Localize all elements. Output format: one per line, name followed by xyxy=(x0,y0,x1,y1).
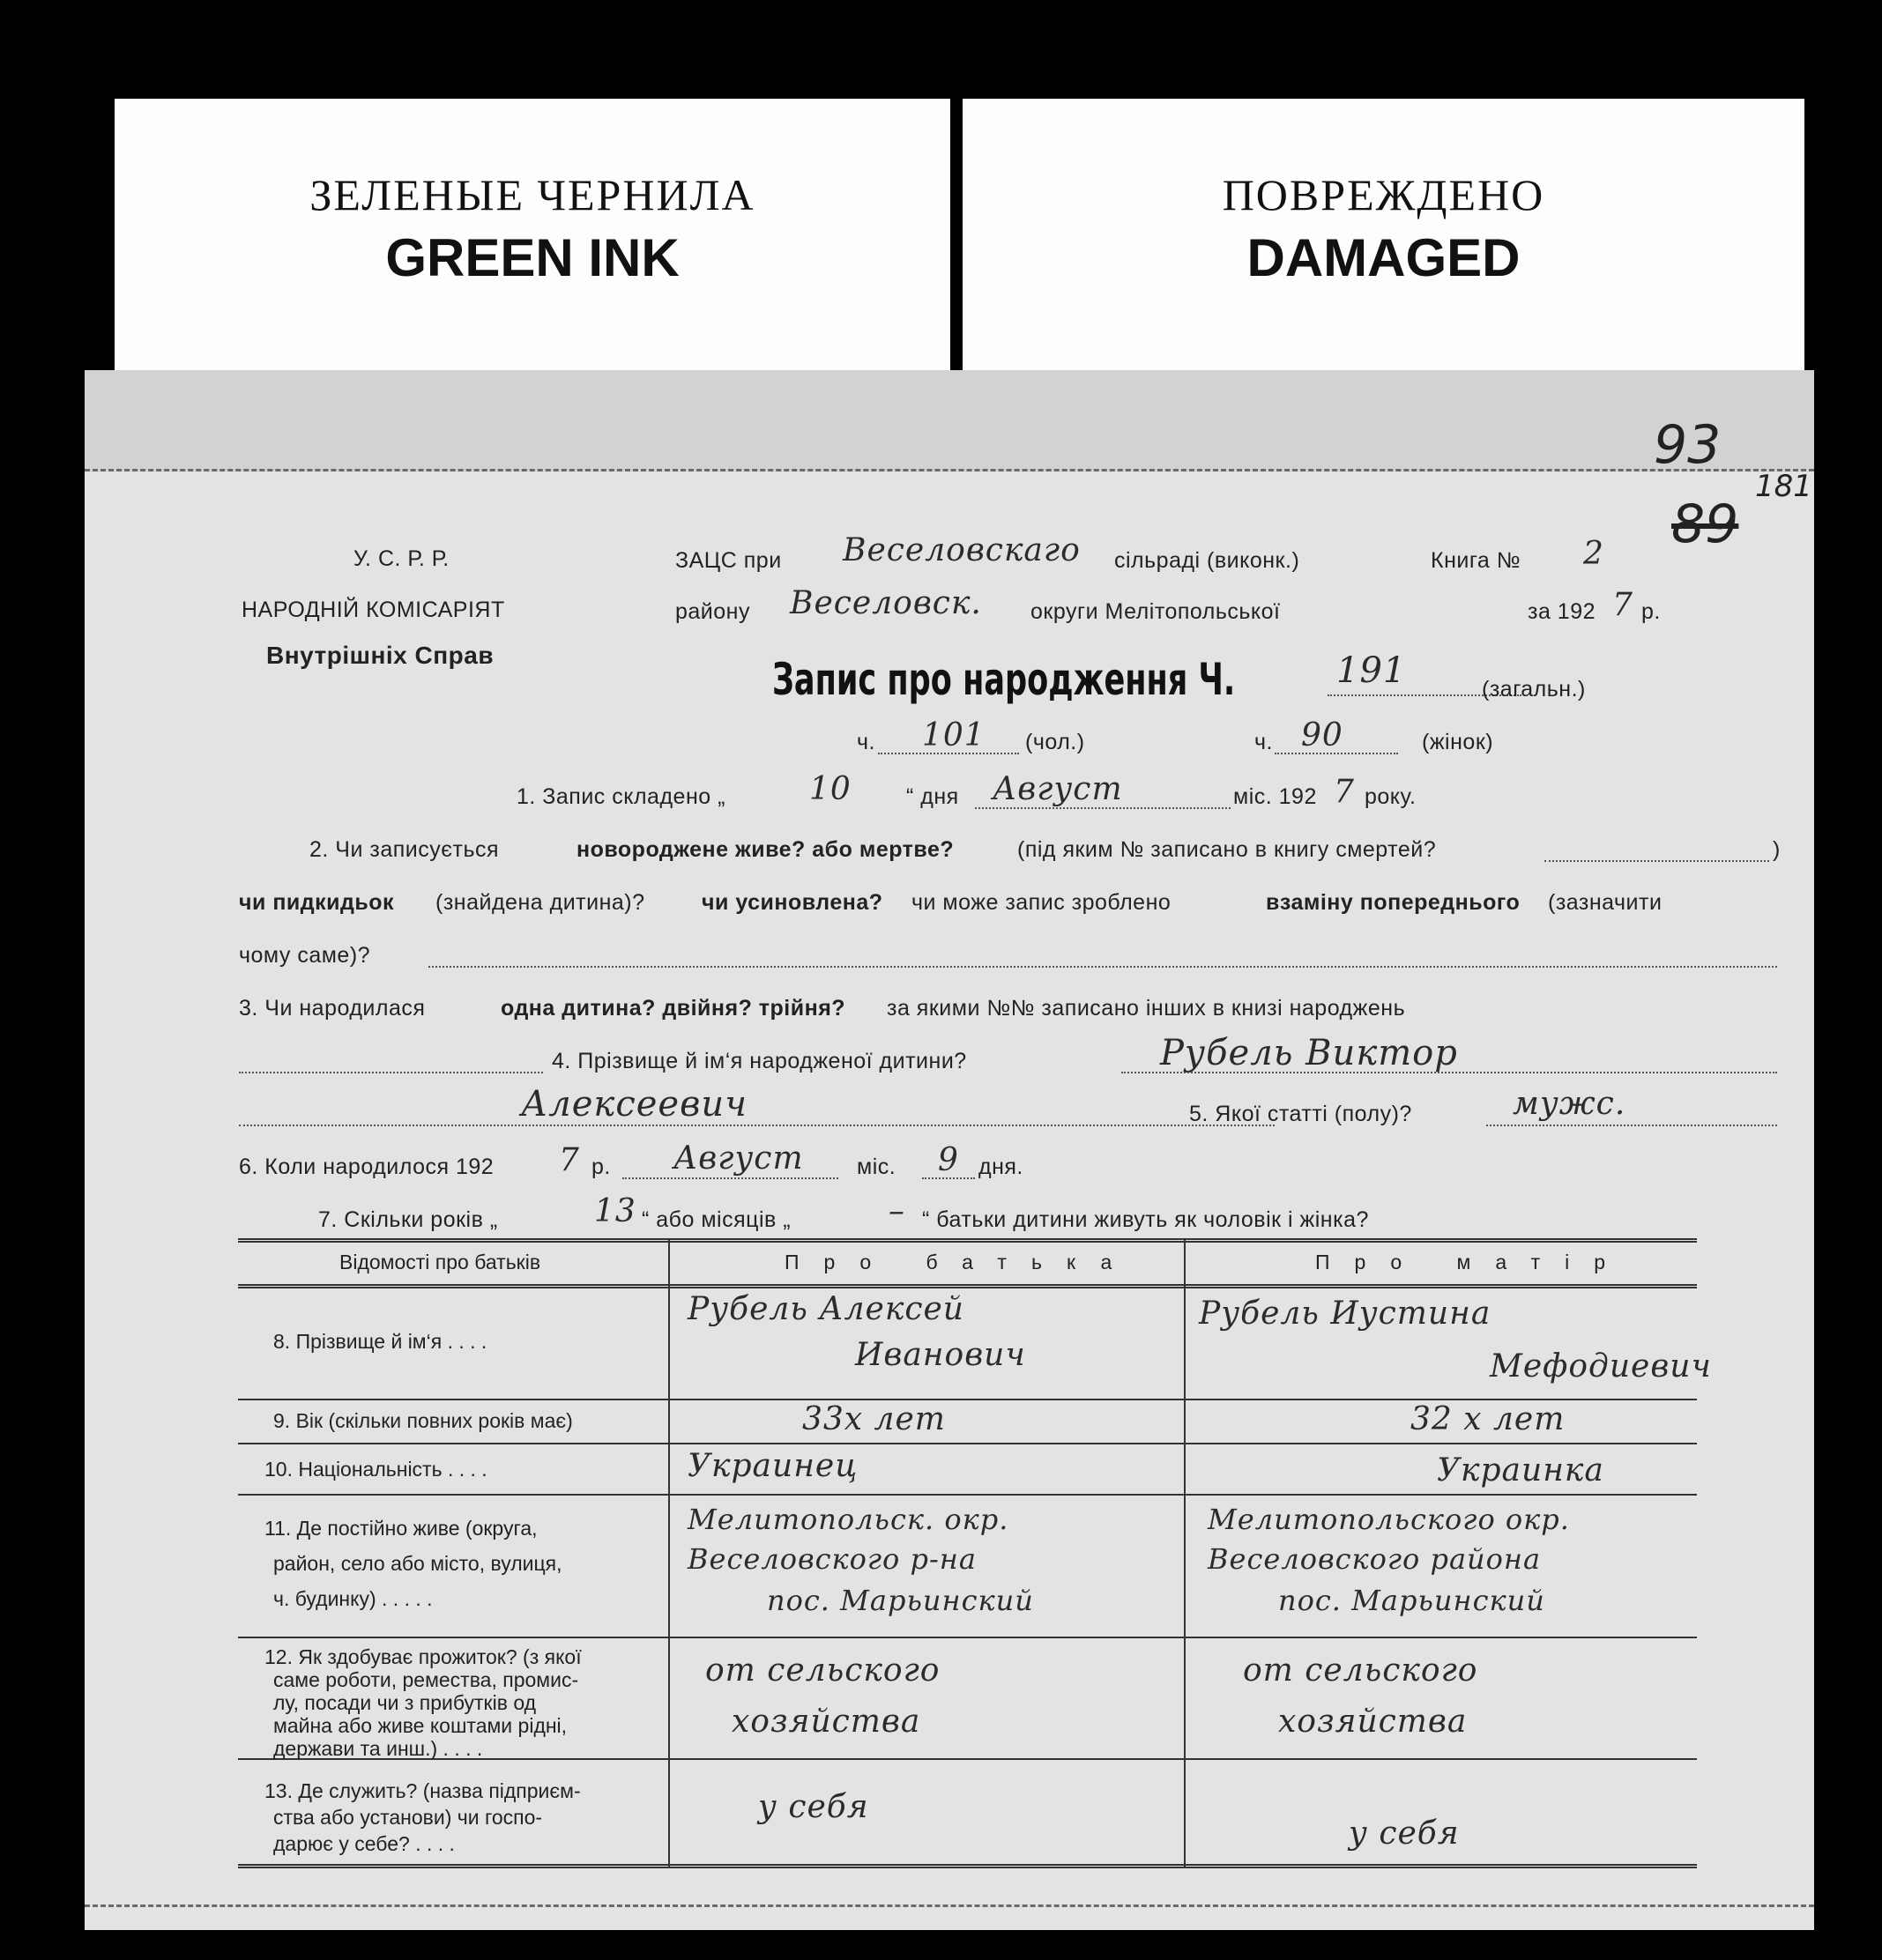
q1-year: 7 xyxy=(1334,774,1355,810)
row-11-father-2: Веселовского р-на xyxy=(688,1542,977,1576)
row-9-label: 9. Вік (скільки повних років має) xyxy=(273,1409,573,1432)
q1-day: 10 xyxy=(809,771,852,807)
q2-bold2c: взаміну попереднього xyxy=(1266,890,1521,915)
row-12-father-2: хозяйства xyxy=(732,1704,921,1740)
q4-value2: Алексеевич xyxy=(521,1084,748,1125)
q2-line3-blank xyxy=(428,966,1777,968)
row-9-father: 33х лет xyxy=(802,1401,946,1437)
q4-line2 xyxy=(239,1125,1275,1126)
q2-rest1: (під яким № записано в книгу смертей? xyxy=(1017,837,1437,862)
okrug-label: округи Мелітопольської xyxy=(1030,599,1281,624)
book-value: 2 xyxy=(1583,536,1604,572)
row-13-label-3: дарює у себе? . . . . xyxy=(273,1832,455,1855)
row-rule-8 xyxy=(238,1399,1697,1400)
q1-month-line xyxy=(975,807,1231,809)
q6-month-line xyxy=(622,1177,838,1179)
q2-bold1: новороджене живе? або мертве? xyxy=(577,837,955,862)
record-title: Запис про народження Ч. xyxy=(772,654,1236,705)
row-10-father: Украинец xyxy=(688,1448,859,1484)
q3-rest: за якими №№ записано інших в книзі народжень xyxy=(887,996,1406,1021)
q1-suffix: року. xyxy=(1365,784,1417,809)
book-label: Книга № xyxy=(1431,548,1521,573)
birth-record-form xyxy=(85,370,1814,1930)
q4-label: 4. Прізвище й ім‘я народженої дитини? xyxy=(552,1049,967,1073)
row-rule-11 xyxy=(238,1637,1697,1638)
row-8-father: Рубель Алексей xyxy=(688,1291,964,1327)
row-13-label-2: ства або установи) чи госпо- xyxy=(273,1806,543,1829)
q4-value1: Рубель Виктор xyxy=(1160,1033,1458,1073)
row-8-mother: Рубель Иустина xyxy=(1199,1296,1491,1332)
q5-line xyxy=(1486,1125,1777,1126)
q6-month-label: міс. xyxy=(857,1154,896,1179)
record-number: 191 xyxy=(1336,650,1407,691)
q2-rest2a: (знайдена дитина)? xyxy=(435,890,645,915)
row-11-label-3: ч. будинку) . . . . . xyxy=(273,1587,433,1610)
raion-prefix: району xyxy=(675,599,750,624)
q2-rest2c: (зазначити xyxy=(1548,890,1663,915)
q3-bold: одна дитина? двійня? трійня? xyxy=(501,996,846,1021)
q2-line1: 2. Чи записується xyxy=(309,837,500,862)
row-11-label-1: 11. Де постійно живе (округа, xyxy=(264,1517,538,1540)
row-rule-10 xyxy=(238,1494,1697,1496)
row-11-mother-2: Веселовского района xyxy=(1208,1542,1542,1576)
row-11-father: Мелитопольск. окр. xyxy=(688,1503,1009,1536)
row-8-mother-2: Мефодиевич xyxy=(1490,1348,1712,1385)
q7-years: 13 xyxy=(594,1193,636,1229)
green-ink-label-ru: ЗЕЛЕНЫЕ ЧЕРНИЛА xyxy=(309,170,755,219)
row-12-label-5: держави та инш.) . . . . xyxy=(273,1737,483,1760)
q6-day-line xyxy=(922,1177,975,1179)
q4-line1 xyxy=(1121,1072,1777,1073)
q6-year: 7 xyxy=(559,1142,580,1178)
q2-line1-blank xyxy=(1544,860,1769,862)
row-12-father: от сельского xyxy=(705,1652,941,1689)
q6-month: Август xyxy=(673,1140,804,1177)
column-divider-1 xyxy=(668,1238,670,1868)
zags-suffix: сільраді (виконк.) xyxy=(1114,548,1300,573)
row-11-mother: Мелитопольского окр. xyxy=(1208,1503,1570,1536)
row-12-mother: от сельского xyxy=(1243,1652,1478,1689)
zags-value: Веселовскаго xyxy=(843,532,1081,568)
q3-label: 3. Чи народилася xyxy=(239,996,426,1021)
sheet-top-strip xyxy=(85,370,1814,471)
table-head-info: Відомості про батьків xyxy=(339,1251,541,1273)
row-8-label: 8. Прізвище й ім‘я . . . . xyxy=(273,1330,487,1353)
male-line xyxy=(878,753,1019,754)
q2-bold2a: чи пидкидьок xyxy=(239,890,395,915)
archive-subnumber: 181 xyxy=(1755,469,1812,504)
q1-label: 1. Запис складено „ xyxy=(517,784,725,809)
damaged-label-en: DAMAGED xyxy=(1246,228,1521,287)
raion-value: Веселовск. xyxy=(790,585,982,621)
q1-month-label: міс. 192 xyxy=(1233,784,1317,809)
q2-line3: чому саме)? xyxy=(239,943,371,968)
row-13-label-1: 13. Де служить? (назва підприєм- xyxy=(264,1779,581,1802)
female-value: 90 xyxy=(1301,717,1343,754)
q6-day: 9 xyxy=(938,1142,959,1178)
row-9-mother: 32 х лет xyxy=(1410,1401,1566,1437)
male-suffix: (чол.) xyxy=(1025,730,1085,754)
q3-blank xyxy=(239,1072,543,1073)
q1-mid: “ дня xyxy=(906,784,959,809)
q7-mid: “ або місяців „ xyxy=(642,1207,792,1232)
sheet-bottom-edge xyxy=(85,1904,1814,1912)
ussr-label: У. С. Р. Р. xyxy=(353,546,450,571)
row-11-mother-3: пос. Марьинский xyxy=(1278,1584,1545,1617)
row-12-label-1: 12. Як здобуває прожиток? (з якої xyxy=(264,1645,582,1668)
column-divider-2 xyxy=(1184,1238,1186,1868)
commissariat-label: НАРОДНІЙ КОМІСАРІЯТ xyxy=(242,598,505,622)
q2-rest2b: чи може запис зроблено xyxy=(911,890,1172,915)
female-suffix: (жінок) xyxy=(1422,730,1494,754)
record-general-label: (загальн.) xyxy=(1482,677,1586,702)
row-13-mother: у себя xyxy=(1349,1815,1460,1852)
male-value: 101 xyxy=(922,717,986,754)
green-ink-label-en: GREEN INK xyxy=(385,228,680,287)
row-10-label: 10. Національність . . . . xyxy=(264,1458,487,1481)
table-head-father: Про батька xyxy=(785,1251,1137,1273)
row-11-father-3: пос. Марьинский xyxy=(767,1584,1034,1617)
q2-bold2b: чи усиновлена? xyxy=(702,890,883,915)
q1-month: Август xyxy=(993,771,1123,807)
row-rule-9 xyxy=(238,1443,1697,1444)
q2-close1: ) xyxy=(1773,837,1781,862)
internal-affairs-label: Внутрішніх Справ xyxy=(266,642,495,669)
table-header-rule xyxy=(238,1284,1697,1288)
q7-months: – xyxy=(889,1193,905,1229)
zags-prefix: ЗАЦС при xyxy=(675,548,782,573)
male-prefix: ч. xyxy=(857,730,875,754)
struck-number: 89 xyxy=(1671,494,1739,555)
q7-rest: “ батьки дитини живуть як чоловік і жінка? xyxy=(922,1207,1369,1232)
damaged-label xyxy=(963,99,1804,381)
row-8-father-2: Иванович xyxy=(855,1337,1026,1373)
row-10-mother: Украинка xyxy=(1437,1452,1604,1489)
q6-day-label: дня. xyxy=(978,1154,1023,1179)
damaged-label-ru: ПОВРЕЖДЕНО xyxy=(1222,170,1545,219)
q6-label: 6. Коли народилося 192 xyxy=(239,1154,495,1179)
row-12-mother-2: хозяйства xyxy=(1278,1704,1468,1740)
row-12-label-4: майна або живе коштами рідні, xyxy=(273,1714,568,1737)
row-12-label-2: саме роботи, ремества, промис- xyxy=(273,1668,579,1691)
q7-label: 7. Скільки років „ xyxy=(318,1207,498,1232)
year-suffix: р. xyxy=(1641,599,1661,624)
q6-year-suffix: р. xyxy=(591,1154,611,1179)
row-12-label-3: лу, посади чи з прибутків од xyxy=(273,1691,537,1714)
table-top-rule xyxy=(238,1238,1697,1243)
green-ink-label xyxy=(115,99,950,381)
year-value: 7 xyxy=(1612,587,1633,623)
q5-value: мужс. xyxy=(1513,1086,1626,1122)
female-prefix: ч. xyxy=(1254,730,1273,754)
archive-number: 93 xyxy=(1654,414,1722,476)
female-line xyxy=(1275,753,1398,754)
year-label: за 192 xyxy=(1528,599,1596,624)
q5-label: 5. Якої статті (полу)? xyxy=(1189,1102,1412,1126)
table-head-mother: Про матір xyxy=(1315,1251,1631,1273)
table-bottom-rule xyxy=(238,1864,1697,1868)
row-13-father: у себя xyxy=(758,1789,869,1825)
row-11-label-2: район, село або місто, вулиця, xyxy=(273,1552,562,1575)
